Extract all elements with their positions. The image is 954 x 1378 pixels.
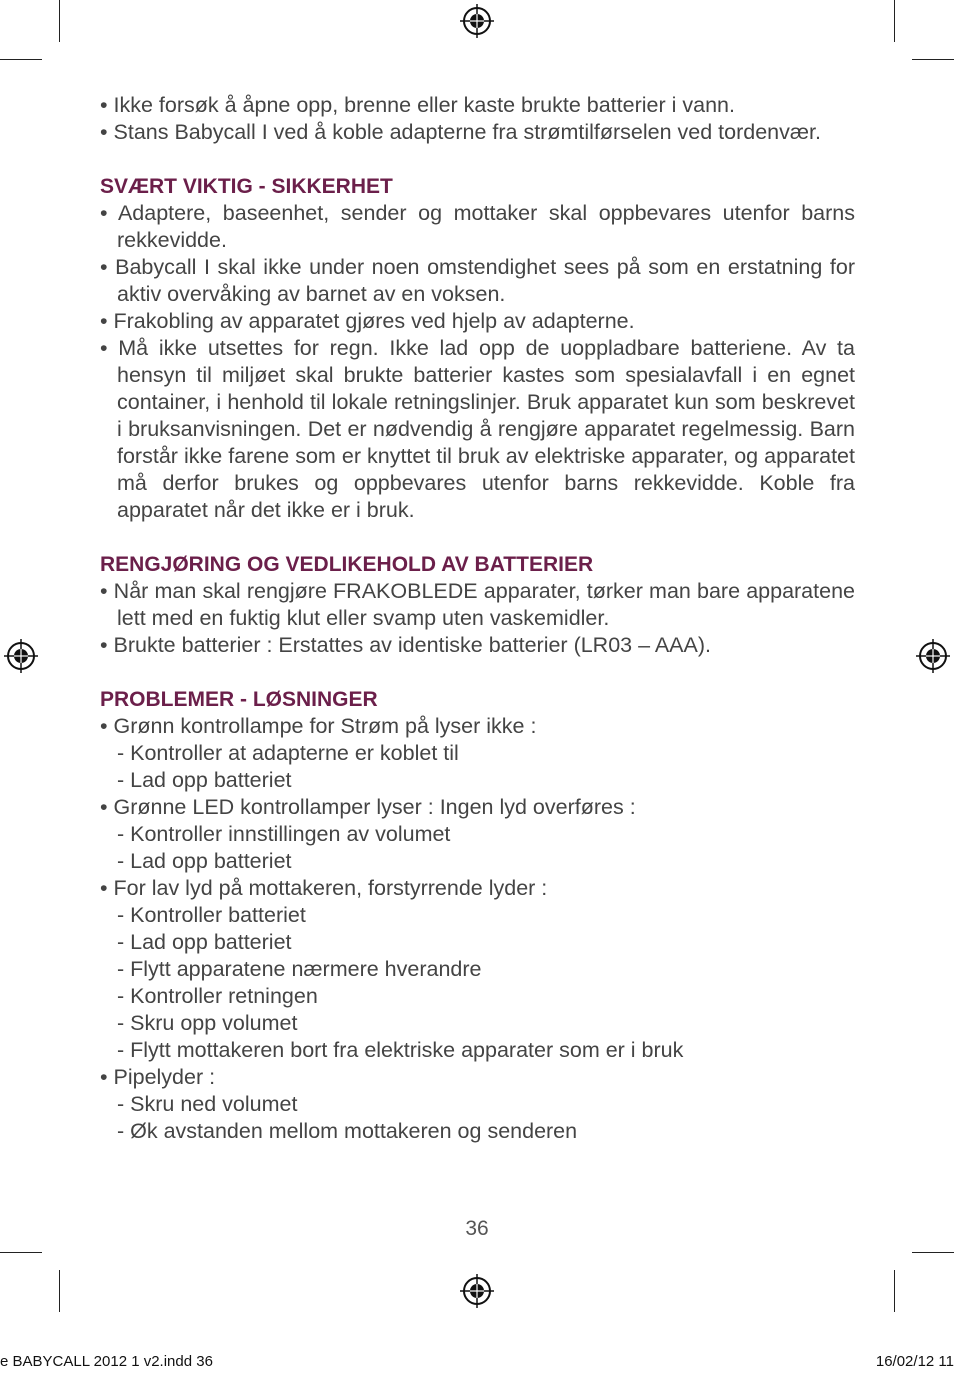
page-number: 36 bbox=[465, 1217, 489, 1240]
solution-item: - Lad opp batteriet bbox=[117, 930, 292, 954]
registration-mark-icon bbox=[460, 4, 494, 38]
solution-item: - Lad opp batteriet bbox=[117, 768, 292, 792]
solution-item: - Flytt apparatene nærmere hverandre bbox=[117, 957, 482, 981]
solution-item: - Øk avstanden mellom mottakeren og senderen bbox=[117, 1119, 578, 1143]
crop-mark bbox=[894, 0, 895, 42]
registration-mark-icon bbox=[460, 1274, 494, 1308]
page-content bbox=[100, 92, 855, 1145]
crop-mark bbox=[0, 59, 42, 60]
solution-item: - Kontroller innstillingen av volumet bbox=[117, 822, 451, 846]
problem-item: • Pipelyder : bbox=[100, 1065, 216, 1089]
safety-item: • Babycall I skal ikke under noen omstendighet sees på som en erstatning for aktiv overvåking av barnet av en voksen. bbox=[100, 255, 855, 306]
registration-mark-icon bbox=[4, 639, 38, 673]
crop-mark bbox=[912, 59, 954, 60]
cleaning-item: • Når man skal rengjøre FRAKOBLEDE apparater, tørker man bare apparatene lett med en fuktig klut eller svamp uten vaskemidler. bbox=[100, 579, 855, 630]
solution-item: - Flytt mottakeren bort fra elektriske apparater som er i bruk bbox=[117, 1038, 684, 1062]
solution-item: - Kontroller batteriet bbox=[117, 903, 306, 927]
safety-item: • Må ikke utsettes for regn. Ikke lad opp de uoppladbare batteriene. Av ta hensyn til miljøet skal brukte batterier kastes som spesialavfall i en egnet container, i henhold til lokale retningslinjer. Bruk apparatet kun som beskrevet i bruksanvisningen. Det er nødvendig å rengjøre apparatet regelmessig. Barn forstår ikke farene som er knyttet til bruk av elektriske apparater, og apparatet må derfor brukes og oppbevares utenfor barns rekkevidde. Koble fra apparatet når det ikke er i bruk. bbox=[100, 336, 855, 522]
section-heading-cleaning: RENGJØRING OG VEDLIKEHOLD AV BATTERIER bbox=[100, 553, 594, 576]
problem-item: • Grønne LED kontrollamper lyser : Ingen lyd overføres : bbox=[100, 795, 636, 819]
crop-mark bbox=[894, 1270, 895, 1312]
slug-file-info: e BABYCALL 2012 1 v2.indd 36 bbox=[0, 1353, 213, 1370]
solution-item: - Kontroller at adapterne er koblet til bbox=[117, 741, 459, 765]
registration-mark-icon bbox=[916, 639, 950, 673]
crop-mark bbox=[912, 1252, 954, 1253]
solution-item: - Lad opp batteriet bbox=[117, 849, 292, 873]
problem-item: • For lav lyd på mottakeren, forstyrrende lyder : bbox=[100, 876, 548, 900]
cleaning-item: • Brukte batterier : Erstattes av identiske batterier (LR03 – AAA). bbox=[100, 633, 711, 657]
intro-item: • Stans Babycall I ved å koble adapterne fra strømtilførselen ved tordenvær. bbox=[100, 120, 821, 144]
section-heading-safety: SVÆRT VIKTIG - SIKKERHET bbox=[100, 175, 393, 198]
slug-date-info: 16/02/12 11 bbox=[875, 1353, 954, 1370]
solution-item: - Skru opp volumet bbox=[117, 1011, 298, 1035]
intro-item: • Ikke forsøk å åpne opp, brenne eller kaste brukte batterier i vann. bbox=[100, 93, 735, 117]
section-heading-troubleshooting: PROBLEMER - LØSNINGER bbox=[100, 688, 378, 711]
solution-item: - Kontroller retningen bbox=[117, 984, 318, 1008]
problem-item: • Grønn kontrollampe for Strøm på lyser ikke : bbox=[100, 714, 537, 738]
solution-item: - Skru ned volumet bbox=[117, 1092, 298, 1116]
safety-item: • Adaptere, baseenhet, sender og mottaker skal oppbevares utenfor barns rekkevidde. bbox=[100, 201, 855, 252]
crop-mark bbox=[59, 0, 60, 42]
safety-item: • Frakobling av apparatet gjøres ved hjelp av adapterne. bbox=[100, 309, 635, 333]
crop-mark bbox=[0, 1252, 42, 1253]
crop-mark bbox=[59, 1270, 60, 1312]
